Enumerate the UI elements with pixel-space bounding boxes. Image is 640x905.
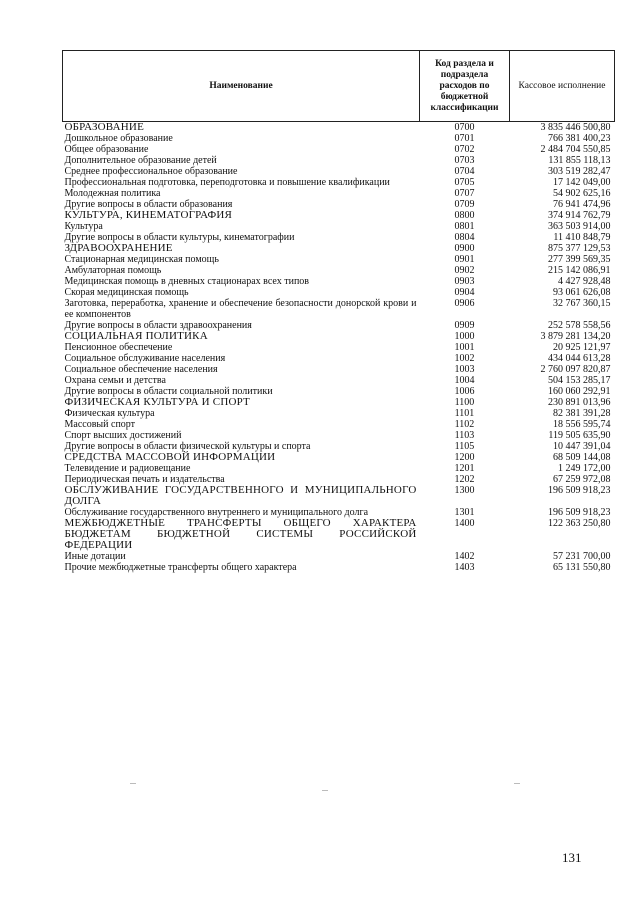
table-row [63, 342, 615, 353]
row-name: ОБСЛУЖИВАНИЕ ГОСУДАРСТВЕННОГО И МУНИЦИПАЛЬНОГО ДОЛГА [64, 484, 417, 507]
row-code: 0902 [454, 265, 475, 276]
section-row [63, 210, 615, 221]
row-code: 1201 [454, 463, 475, 474]
table-row [63, 133, 615, 144]
row-amount: 82 381 391,28 [553, 408, 611, 419]
table-row [63, 188, 615, 199]
row-name: Другие вопросы в области социальной политики [64, 386, 273, 397]
row-name: ОБРАЗОВАНИЕ [64, 121, 144, 133]
section-row [63, 452, 615, 463]
row-name: Другие вопросы в области здравоохранения [64, 320, 252, 331]
row-name: Телевидение и радиовещание [64, 463, 191, 474]
row-amount: 303 519 282,47 [548, 166, 611, 177]
row-name: Стационарная медицинская помощь [64, 254, 219, 265]
row-name: Прочие межбюджетные трансферты общего характера [64, 562, 297, 573]
row-code: 0704 [454, 166, 475, 177]
row-name: ФИЗИЧЕСКАЯ КУЛЬТУРА И СПОРТ [64, 396, 250, 408]
row-code: 1402 [454, 551, 475, 562]
table-row [63, 276, 615, 287]
row-name: Охрана семьи и детства [64, 375, 166, 386]
row-code: 1004 [454, 375, 475, 386]
row-amount: 766 381 400,23 [548, 133, 611, 144]
table-header [63, 51, 615, 122]
table-row [63, 221, 615, 232]
row-amount: 2 760 097 820,87 [540, 364, 611, 375]
row-code: 0904 [454, 287, 475, 298]
row-amount: 4 427 928,48 [558, 276, 611, 287]
table-row [63, 144, 615, 155]
row-code: 0701 [454, 133, 475, 144]
row-code: 1301 [454, 507, 475, 518]
row-name: ЗДРАВООХРАНЕНИЕ [64, 242, 173, 254]
row-name: КУЛЬТУРА, КИНЕМАТОГРАФИЯ [64, 209, 233, 221]
row-name: Скорая медицинская помощь [64, 287, 189, 298]
header-row [63, 51, 615, 122]
table-row [63, 177, 615, 188]
row-amount: 93 061 626,08 [553, 287, 611, 298]
row-amount: 363 503 914,00 [548, 221, 611, 232]
table-row [63, 265, 615, 276]
row-amount: 10 447 391,04 [553, 441, 611, 452]
table-row [63, 562, 615, 573]
table-row [63, 419, 615, 430]
row-code: 0700 [454, 122, 475, 133]
row-name: Массовый спорт [64, 419, 136, 430]
row-code: 0901 [454, 254, 475, 265]
table-row [63, 375, 615, 386]
row-amount: 277 399 569,35 [548, 254, 611, 265]
row-name: Другие вопросы в области физической культуры и спорта [64, 441, 311, 452]
row-amount: 57 231 700,00 [553, 551, 611, 562]
row-amount: 252 578 558,56 [548, 320, 611, 331]
row-amount: 196 509 918,23 [548, 507, 611, 518]
row-amount: 160 060 292,91 [548, 386, 611, 397]
table-body [63, 122, 615, 574]
table-row [63, 254, 615, 265]
row-name: Медицинская помощь в дневных стационарах всех типов [64, 276, 310, 287]
table-row [63, 353, 615, 364]
row-name: Культура [64, 221, 103, 232]
budget-execution-table [62, 50, 615, 573]
row-amount: 504 153 285,17 [548, 375, 611, 386]
row-amount: 374 914 762,79 [548, 210, 611, 221]
row-code: 1200 [454, 452, 475, 463]
row-name: Общее образование [64, 144, 149, 155]
table-row [63, 364, 615, 375]
row-name: Заготовка, переработка, хранение и обеспечение безопасности донорской крови и ее компонентов [64, 298, 417, 320]
row-name: Профессиональная подготовка, переподготовка и повышение квалификации [64, 177, 390, 188]
budget-table-container [62, 50, 614, 573]
row-code: 0909 [454, 320, 475, 331]
row-name: Социальное обеспечение населения [64, 364, 218, 375]
header-amount: Кассовое исполнение [510, 51, 615, 122]
row-code: 0906 [454, 298, 475, 309]
row-amount: 67 259 972,08 [553, 474, 611, 485]
row-name: Другие вопросы в области образования [64, 199, 233, 210]
row-amount: 434 044 613,28 [548, 353, 611, 364]
table-row [63, 463, 615, 474]
table-row [63, 551, 615, 562]
header-name: Наименование [63, 51, 420, 122]
row-code: 1403 [454, 562, 475, 573]
row-amount: 122 363 250,80 [548, 518, 611, 529]
section-row [63, 485, 615, 507]
table-row [63, 287, 615, 298]
row-name: СРЕДСТВА МАССОВОЙ ИНФОРМАЦИИ [64, 451, 276, 463]
row-name: Пенсионное обеспечение [64, 342, 173, 353]
row-amount: 68 509 144,08 [553, 452, 611, 463]
row-code: 1100 [454, 397, 475, 408]
row-amount: 131 855 118,13 [548, 155, 611, 166]
row-amount: 32 767 360,15 [553, 298, 611, 309]
row-name: Периодическая печать и издательства [64, 474, 225, 485]
row-code: 1006 [454, 386, 475, 397]
row-amount: 20 925 121,97 [553, 342, 611, 353]
scan-artifact [514, 783, 520, 784]
row-name: Другие вопросы в области культуры, кинематографии [64, 232, 295, 243]
page-number: 131 [562, 850, 582, 865]
row-amount: 17 142 049,00 [553, 177, 611, 188]
row-code: 1000 [454, 331, 475, 342]
row-code: 1002 [454, 353, 475, 364]
row-code: 0800 [454, 210, 475, 221]
row-amount: 1 249 172,00 [558, 463, 611, 474]
table-row [63, 430, 615, 441]
table-row [63, 298, 615, 320]
row-name: Обслуживание государственного внутреннего и муниципального долга [64, 507, 369, 518]
row-name: Молодежная политика [64, 188, 161, 199]
row-name: Физическая культура [64, 408, 155, 419]
row-name: Иные дотации [64, 551, 126, 562]
row-amount: 54 902 625,16 [553, 188, 611, 199]
row-code: 0705 [454, 177, 475, 188]
row-code: 1300 [454, 485, 475, 496]
row-code: 0709 [454, 199, 475, 210]
row-amount: 11 410 848,79 [553, 232, 611, 243]
table-row [63, 155, 615, 166]
scan-artifact [130, 783, 136, 784]
scan-artifact [322, 790, 328, 791]
row-amount: 2 484 704 550,85 [540, 144, 611, 155]
row-code: 1001 [454, 342, 475, 353]
row-name: Дополнительное образование детей [64, 155, 217, 166]
row-amount: 65 131 550,80 [553, 562, 611, 573]
section-row [63, 243, 615, 254]
section-row [63, 518, 615, 551]
row-code: 1103 [454, 430, 475, 441]
row-amount: 196 509 918,23 [548, 485, 611, 496]
table-row [63, 166, 615, 177]
row-name: Среднее профессиональное образование [64, 166, 238, 177]
table-row [63, 408, 615, 419]
row-code: 1105 [454, 441, 475, 452]
row-amount: 875 377 129,53 [548, 243, 611, 254]
row-code: 0903 [454, 276, 475, 287]
row-name: Амбулаторная помощь [64, 265, 162, 276]
row-name: МЕЖБЮДЖЕТНЫЕ ТРАНСФЕРТЫ ОБЩЕГО ХАРАКТЕРА БЮДЖЕТАМ БЮДЖЕТНОЙ СИСТЕМЫ РОССИЙСКОЙ ФЕДЕРАЦИИ [64, 517, 417, 551]
row-amount: 119 505 635,90 [548, 430, 611, 441]
row-code: 1102 [454, 419, 475, 430]
row-name: СОЦИАЛЬНАЯ ПОЛИТИКА [64, 330, 208, 342]
row-name: Социальное обслуживание населения [64, 353, 226, 364]
row-amount: 18 556 595,74 [553, 419, 611, 430]
row-code: 0900 [454, 243, 475, 254]
row-amount: 230 891 013,96 [548, 397, 611, 408]
row-code: 1003 [454, 364, 475, 375]
row-code: 1101 [454, 408, 475, 419]
row-code: 0703 [454, 155, 475, 166]
row-code: 1400 [454, 518, 475, 529]
row-code: 0702 [454, 144, 475, 155]
section-row [63, 122, 615, 134]
row-amount: 76 941 474,96 [553, 199, 611, 210]
header-code: Код раздела и подраздела расходов по бюджетной классификации [420, 51, 510, 122]
row-name: Дошкольное образование [64, 133, 173, 144]
row-name: Спорт высших достижений [64, 430, 182, 441]
section-row [63, 397, 615, 408]
row-code: 1202 [454, 474, 475, 485]
row-amount: 215 142 086,91 [548, 265, 611, 276]
row-amount: 3 835 446 500,80 [540, 122, 611, 133]
row-amount: 3 879 281 134,20 [540, 331, 611, 342]
row-code: 0804 [454, 232, 475, 243]
row-code: 0801 [454, 221, 475, 232]
section-row [63, 331, 615, 342]
row-code: 0707 [454, 188, 475, 199]
